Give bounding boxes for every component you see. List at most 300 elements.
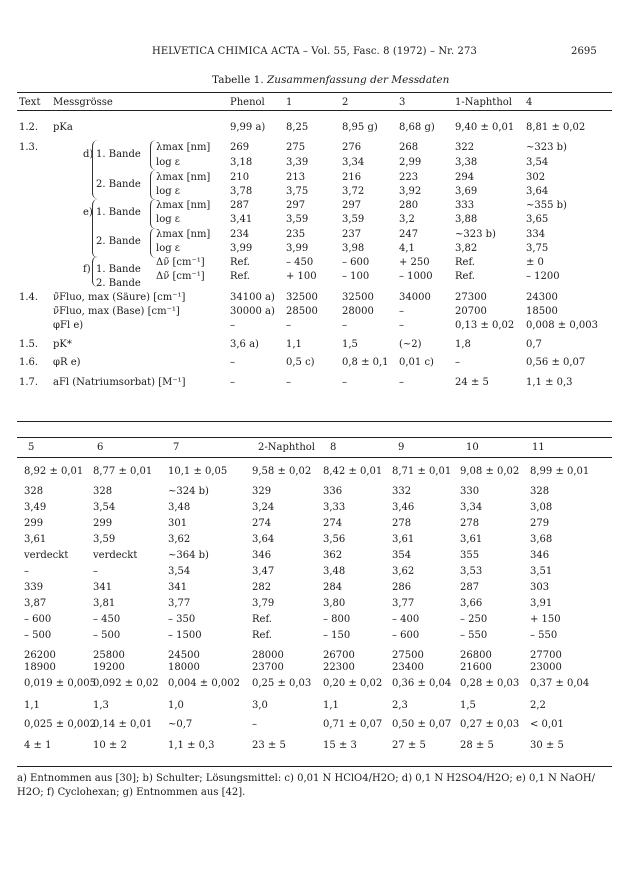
table-1-value: + 100: [286, 271, 317, 282]
table-2-value: – 450: [93, 614, 121, 625]
table-1-value: 34000: [399, 292, 431, 303]
table-2-value: verdeckt: [93, 550, 138, 561]
table-1-value: 3,72: [342, 186, 365, 197]
table-2-value: – 500: [24, 630, 52, 641]
table-2-value: + 150: [530, 614, 561, 625]
table-1-band-label: 1. Bande: [96, 207, 141, 218]
table-2-value: 328: [24, 486, 44, 497]
table-1-value: 294: [455, 172, 475, 183]
band-brace: [150, 228, 156, 258]
table-1-header-rule: [17, 110, 612, 111]
table-2-value: 3,80: [323, 598, 346, 609]
table-2-value: 339: [24, 582, 44, 593]
table-2-header-cell: 8: [330, 442, 337, 453]
table-2-value: 8,71 ± 0,01: [392, 466, 452, 477]
band-brace: [150, 199, 156, 229]
table-1-value: 3,99: [230, 243, 253, 254]
table-2-value: 279: [530, 518, 550, 529]
table-2-header-cell: 5: [28, 442, 35, 453]
table-2-value: 0,025 ± 0,002: [24, 719, 96, 730]
table-2-value: 274: [323, 518, 343, 529]
table-2-value: < 0,01: [530, 719, 564, 730]
table-1-value: 9,99 a): [230, 122, 266, 133]
table-1-value: – 100: [342, 271, 370, 282]
table-1-quantity: pKa: [53, 122, 73, 133]
table-2-value: 15 ± 3: [323, 740, 357, 751]
table-1-band-label: 1. Bande: [96, 149, 141, 160]
table-1-quantity: ν̃Fluo, max (Base) [cm⁻¹]: [53, 306, 180, 317]
table-2-value: 3,0: [252, 700, 268, 711]
table-1-quantity: log ε: [156, 214, 180, 225]
table-1-row-number: 1.7.: [19, 377, 39, 388]
table-1-value: 234: [230, 229, 250, 240]
table-1-value: 3,82: [455, 243, 478, 254]
table-2-value: 301: [168, 518, 188, 529]
table-2-value: 28 ± 5: [460, 740, 494, 751]
table-2-value: Ref.: [252, 630, 272, 641]
table-2-value: 3,59: [93, 534, 116, 545]
table-2-value: 23 ± 5: [252, 740, 286, 751]
table-1-row-number: 1.2.: [19, 122, 39, 133]
table-2-value: 0,092 ± 0,02: [93, 678, 159, 689]
table-2-value: 8,42 ± 0,01: [323, 466, 383, 477]
table-2-value: 9,08 ± 0,02: [460, 466, 520, 477]
table-2-value: 3,77: [168, 598, 191, 609]
table-1-value: 3,69: [455, 186, 478, 197]
table-2-value: 10,1 ± 0,05: [168, 466, 228, 477]
table-2-value: 3,08: [530, 502, 553, 513]
table-1-value: 8,68 g): [399, 122, 435, 133]
table-2-value: 346: [530, 550, 550, 561]
group-brace: [92, 199, 98, 258]
table-1-value: 8,25: [286, 122, 309, 133]
table-2-value: – 350: [168, 614, 196, 625]
table-1-value: 20700: [455, 306, 487, 317]
table-2-value: 284: [323, 582, 343, 593]
table-2-value: 3,68: [530, 534, 553, 545]
table-2-value: – 150: [323, 630, 351, 641]
table-2-value: – 550: [460, 630, 488, 641]
table-1-value: 269: [230, 142, 250, 153]
table-2-value: 8,92 ± 0,01: [24, 466, 84, 477]
table-1-header-cell: 3: [399, 97, 406, 108]
table-2-value: 1,0: [168, 700, 184, 711]
table-1-header-cell: Text: [19, 97, 41, 108]
table-2-value: 0,71 ± 0,07: [323, 719, 383, 730]
table-1-header-cell: 2: [342, 97, 349, 108]
table-2-value: 0,14 ± 0,01: [93, 719, 153, 730]
table-1-top-rule: [17, 92, 612, 93]
running-header: HELVETICA CHIMICA ACTA – Vol. 55, Fasc. 8 (1972) – Nr. 273: [152, 46, 477, 57]
table-1-value: 210: [230, 172, 250, 183]
table-1-quantity: Δν̃ [cm⁻¹]: [156, 257, 205, 268]
table-1-quantity: φFl e): [53, 320, 84, 331]
table-1-value: ~355 b): [526, 200, 567, 211]
table-2-bottom-rule: [17, 766, 612, 767]
table-1-quantity: λmax [nm]: [156, 142, 211, 153]
table-1-value: 0,008 ± 0,003: [526, 320, 598, 331]
table-2-value: 3,61: [460, 534, 483, 545]
table-1-value: 237: [342, 229, 362, 240]
table-1-value: 216: [342, 172, 362, 183]
table-1-value: ~323 b): [455, 229, 496, 240]
table-2-value: 3,66: [460, 598, 483, 609]
table-1-value: 28000: [342, 306, 374, 317]
table-2-value: 3,53: [460, 566, 483, 577]
table-2-value: 3,24: [252, 502, 275, 513]
table-2-value: 3,62: [392, 566, 415, 577]
table-2-value: 24500: [168, 650, 200, 661]
table-1-value: –: [399, 320, 404, 331]
table-1-quantity: ν̃Fluo, max (Säure) [cm⁻¹]: [53, 292, 186, 303]
table-1-value: 0,7: [526, 339, 542, 350]
table-2-value: 0,50 ± 0,07: [392, 719, 452, 730]
table-2-value: 3,49: [24, 502, 47, 513]
table-2-value: 22300: [323, 662, 355, 673]
table-1-value: 3,65: [526, 214, 549, 225]
table-1-value: 3,39: [286, 157, 309, 168]
table-2-header-cell: 10: [466, 442, 479, 453]
table-1-quantity: log ε: [156, 186, 180, 197]
table-1-value: 302: [526, 172, 546, 183]
table-1-value: 30000 a): [230, 306, 275, 317]
table-1-header-cell: Messgrösse: [53, 97, 113, 108]
table-1-value: Ref.: [230, 257, 250, 268]
table-2-value: 25800: [93, 650, 125, 661]
table-1-value: 3,54: [526, 157, 549, 168]
table-2-value: – 1500: [168, 630, 202, 641]
table-1-value: 0,56 ± 0,07: [526, 357, 586, 368]
table-2-value: 1,1 ± 0,3: [168, 740, 215, 751]
table-2-value: 362: [323, 550, 343, 561]
table-1-header-cell: 1-Naphthol: [455, 97, 512, 108]
table-1-row-number: 1.4.: [19, 292, 39, 303]
table-2-value: – 800: [323, 614, 351, 625]
table-1-value: 3,18: [230, 157, 253, 168]
table-1-value: –: [286, 320, 291, 331]
table-1-quantity: λmax [nm]: [156, 172, 211, 183]
table-1-quantity: pK*: [53, 339, 72, 350]
table-1-value: –: [455, 357, 460, 368]
table-2-value: 3,64: [252, 534, 275, 545]
table-2-value: 274: [252, 518, 272, 529]
table-1-value: 32500: [286, 292, 318, 303]
table-2-value: 2,2: [530, 700, 546, 711]
table-2-value: 26700: [323, 650, 355, 661]
table-2-value: – 250: [460, 614, 488, 625]
table-2-value: 23700: [252, 662, 284, 673]
table-1-value: 3,75: [286, 186, 309, 197]
table-2-value: 18000: [168, 662, 200, 673]
table-1-band-label: 2. Bande: [96, 179, 141, 190]
table-1-value: 4,1: [399, 243, 415, 254]
table-2-header-cell: 7: [173, 442, 180, 453]
table-1-value: 297: [342, 200, 362, 211]
table-2-value: 3,61: [392, 534, 415, 545]
table-2-value: 3,54: [93, 502, 116, 513]
table-2-value: 354: [392, 550, 412, 561]
table-2-header-rule: [17, 457, 612, 458]
table-1-value: 3,88: [455, 214, 478, 225]
table-1-value: 3,34: [342, 157, 365, 168]
table-2-value: 3,62: [168, 534, 191, 545]
table-1-value: 3,75: [526, 243, 549, 254]
table-1-header-cell: 4: [526, 97, 533, 108]
table-1-value: 297: [286, 200, 306, 211]
table-2-value: – 550: [530, 630, 558, 641]
table-2-value: ~0,7: [168, 719, 193, 730]
table-2-header-cell: 2-Naphthol: [258, 442, 315, 453]
table-2-value: 8,77 ± 0,01: [93, 466, 153, 477]
table-2-value: 2,3: [392, 700, 408, 711]
table-1-value: 32500: [342, 292, 374, 303]
table-2-value: 3,48: [168, 502, 191, 513]
table-1-row-number: 1.6.: [19, 357, 39, 368]
table-2-header-cell: 9: [398, 442, 405, 453]
table-1-value: –: [342, 377, 347, 388]
table-1-value: ± 0: [526, 257, 544, 268]
table-1-band-label: 1. Bande: [96, 264, 141, 275]
table-1-value: 0,5 c): [286, 357, 315, 368]
table-1-bottom-rule: [17, 421, 612, 422]
table-2-value: 278: [392, 518, 412, 529]
table-1-value: – 600: [342, 257, 370, 268]
table-1-value: 1,8: [455, 339, 471, 350]
table-2-value: 3,54: [168, 566, 191, 577]
table-2-value: 3,48: [323, 566, 346, 577]
table-1-value: 24 ± 5: [455, 377, 489, 388]
page-number: 2695: [571, 46, 597, 57]
table-2-value: 9,58 ± 0,02: [252, 466, 312, 477]
table-2-value: 299: [93, 518, 113, 529]
table-2-value: 3,91: [530, 598, 553, 609]
table-1-header-cell: Phenol: [230, 97, 265, 108]
table-2-value: ~364 b): [168, 550, 209, 561]
table-1-value: 276: [342, 142, 362, 153]
table-2-value: 3,61: [24, 534, 47, 545]
table-2-value: 18900: [24, 662, 56, 673]
table-2-value: – 600: [392, 630, 420, 641]
table-1-value: 3,6 a): [230, 339, 259, 350]
table-2-value: 336: [323, 486, 343, 497]
table-1-value: –: [399, 377, 404, 388]
table-1-band-label: 2. Bande: [96, 236, 141, 247]
table-1-value: 24300: [526, 292, 558, 303]
table-2-value: ~324 b): [168, 486, 209, 497]
table-2-value: 329: [252, 486, 272, 497]
table-2-value: – 400: [392, 614, 420, 625]
table-2-value: –: [252, 719, 257, 730]
table-1-value: Ref.: [455, 271, 475, 282]
table-1-value: 0,01 c): [399, 357, 434, 368]
table-1-value: –: [230, 377, 235, 388]
table-2-value: 0,25 ± 0,03: [252, 678, 312, 689]
table-1-value: 18500: [526, 306, 558, 317]
table-1-value: Ref.: [455, 257, 475, 268]
footnote-line-1: a) Entnommen aus [30]; b) Schulter; Lösungsmittel: c) 0,01 N HClO4/H2O; d) 0,1 N H2SO4/H2O; e) 0,1 N NaOH/: [17, 773, 595, 784]
table-1-value: –: [399, 306, 404, 317]
table-2-value: 1,1: [323, 700, 339, 711]
table-1-value: 3,99: [286, 243, 309, 254]
table-2-value: 27 ± 5: [392, 740, 426, 751]
table-1-value: 3,2: [399, 214, 415, 225]
table-2-value: 10 ± 2: [93, 740, 127, 751]
table-2-value: 1,1: [24, 700, 40, 711]
table-1-value: 0,13 ± 0,02: [455, 320, 515, 331]
table-2-value: 282: [252, 582, 272, 593]
table-1-value: 8,95 g): [342, 122, 378, 133]
table-1-value: 275: [286, 142, 306, 153]
table-1-header-cell: 1: [286, 97, 293, 108]
table-2-value: 355: [460, 550, 480, 561]
table-2-value: 287: [460, 582, 480, 593]
table-2-value: 0,004 ± 0,002: [168, 678, 240, 689]
table-1-value: 1,1 ± 0,3: [526, 377, 573, 388]
table-2-value: 4 ± 1: [24, 740, 52, 751]
table-1-value: 28500: [286, 306, 318, 317]
table-1-value: 333: [455, 200, 475, 211]
table-1-quantity: aFl (Natriumsorbat) [M⁻¹]: [53, 377, 186, 388]
table-1-value: 1,1: [286, 339, 302, 350]
table-2-value: 0,37 ± 0,04: [530, 678, 590, 689]
table-2-value: 3,81: [93, 598, 116, 609]
table-1-value: –: [342, 320, 347, 331]
table-1-value: – 1200: [526, 271, 560, 282]
table-1-value: 3,59: [286, 214, 309, 225]
table-2-value: 303: [530, 582, 550, 593]
table-2-value: 332: [392, 486, 412, 497]
table-1-value: (~2): [399, 339, 422, 350]
table-2-value: 286: [392, 582, 412, 593]
table-1-value: ~323 b): [526, 142, 567, 153]
table-2-value: 0,28 ± 0,03: [460, 678, 520, 689]
group-brace: [92, 256, 98, 287]
table-2-value: 3,56: [323, 534, 346, 545]
table-2-value: 1,5: [460, 700, 476, 711]
table-1-value: 3,92: [399, 186, 422, 197]
table-2-value: 341: [168, 582, 188, 593]
table-1-value: 3,41: [230, 214, 253, 225]
table-1-row-number: 1.3.: [19, 142, 39, 153]
table-1-group-marker: d): [83, 149, 94, 160]
table-2-value: 346: [252, 550, 272, 561]
table-1-value: 235: [286, 229, 306, 240]
table-2-value: 0,20 ± 0,02: [323, 678, 383, 689]
table-2-value: 330: [460, 486, 480, 497]
table-1-value: 3,64: [526, 186, 549, 197]
table-2-header-cell: 11: [532, 442, 545, 453]
table-1-value: 8,81 ± 0,02: [526, 122, 586, 133]
table-2-value: Ref.: [252, 614, 272, 625]
table-1-value: –: [230, 320, 235, 331]
table-2-value: verdeckt: [24, 550, 69, 561]
table-2-value: 3,51: [530, 566, 553, 577]
table-2-value: 0,36 ± 0,04: [392, 678, 452, 689]
table-2-value: 26200: [24, 650, 56, 661]
table-2-value: 26800: [460, 650, 492, 661]
table-2-value: 278: [460, 518, 480, 529]
table-1-value: 3,38: [455, 157, 478, 168]
table-2-value: 0,27 ± 0,03: [460, 719, 520, 730]
table-1-value: 2,99: [399, 157, 422, 168]
footnotes: [17, 772, 612, 800]
table-2-value: 3,47: [252, 566, 275, 577]
table-1-value: 9,40 ± 0,01: [455, 122, 515, 133]
caption-title: Zusammenfassung der Messdaten: [267, 74, 450, 86]
table-1-quantity: log ε: [156, 157, 180, 168]
table-2-value: 27500: [392, 650, 424, 661]
band-brace: [150, 140, 156, 170]
table-1-quantity: λmax [nm]: [156, 200, 211, 211]
table-2-value: 23000: [530, 662, 562, 673]
table-1-value: 334: [526, 229, 546, 240]
table-2-value: 19200: [93, 662, 125, 673]
table-2-value: 0,019 ± 0,005: [24, 678, 96, 689]
band-brace: [150, 170, 156, 200]
table-1-value: – 1000: [399, 271, 433, 282]
table-1-value: 0,8 ± 0,1: [342, 357, 389, 368]
table-caption: [212, 74, 449, 86]
table-2-header-cell: 6: [97, 442, 104, 453]
table-2-value: 3,77: [392, 598, 415, 609]
table-1-value: 3,59: [342, 214, 365, 225]
table-1-value: 1,5: [342, 339, 358, 350]
table-1-value: 27300: [455, 292, 487, 303]
table-2-value: –: [93, 566, 98, 577]
table-1-quantity: log ε: [156, 243, 180, 254]
table-1-row-number: 1.5.: [19, 339, 39, 350]
table-1-band-label: 2. Bande: [96, 278, 141, 289]
table-2-value: – 600: [24, 614, 52, 625]
table-2-value: 341: [93, 582, 113, 593]
table-1-value: 268: [399, 142, 419, 153]
table-1-value: 280: [399, 200, 419, 211]
table-1-quantity: λmax [nm]: [156, 229, 211, 240]
table-2-value: 328: [93, 486, 113, 497]
table-1-value: 34100 a): [230, 292, 275, 303]
table-2-value: 1,3: [93, 700, 109, 711]
table-2-value: – 500: [93, 630, 121, 641]
footnote-line-2: H2O; f) Cyclohexan; g) Entnommen aus [42].: [17, 787, 246, 798]
table-2-value: 3,79: [252, 598, 275, 609]
table-1-value: 322: [455, 142, 475, 153]
table-1-value: 247: [399, 229, 419, 240]
table-2-value: 3,33: [323, 502, 346, 513]
table-2-value: –: [24, 566, 29, 577]
table-1-value: 213: [286, 172, 306, 183]
table-2-top-rule: [17, 437, 612, 438]
table-2-value: 23400: [392, 662, 424, 673]
table-1-value: –: [286, 377, 291, 388]
table-2-value: 28000: [252, 650, 284, 661]
table-1-quantity: φR e): [53, 357, 81, 368]
table-2-value: 3,87: [24, 598, 47, 609]
table-2-value: 3,34: [460, 502, 483, 513]
table-1-group-marker: e): [83, 207, 93, 218]
table-1-value: – 450: [286, 257, 314, 268]
table-2-value: 30 ± 5: [530, 740, 564, 751]
group-brace: [92, 140, 98, 199]
table-2-value: 27700: [530, 650, 562, 661]
table-1-value: Ref.: [230, 271, 250, 282]
table-2-value: 3,46: [392, 502, 415, 513]
table-1-group-marker: f): [83, 264, 91, 275]
caption-label: Tabelle 1.: [212, 74, 264, 86]
table-1-value: 287: [230, 200, 250, 211]
table-1-value: 223: [399, 172, 419, 183]
table-2-value: 8,99 ± 0,01: [530, 466, 590, 477]
table-2-value: 328: [530, 486, 550, 497]
